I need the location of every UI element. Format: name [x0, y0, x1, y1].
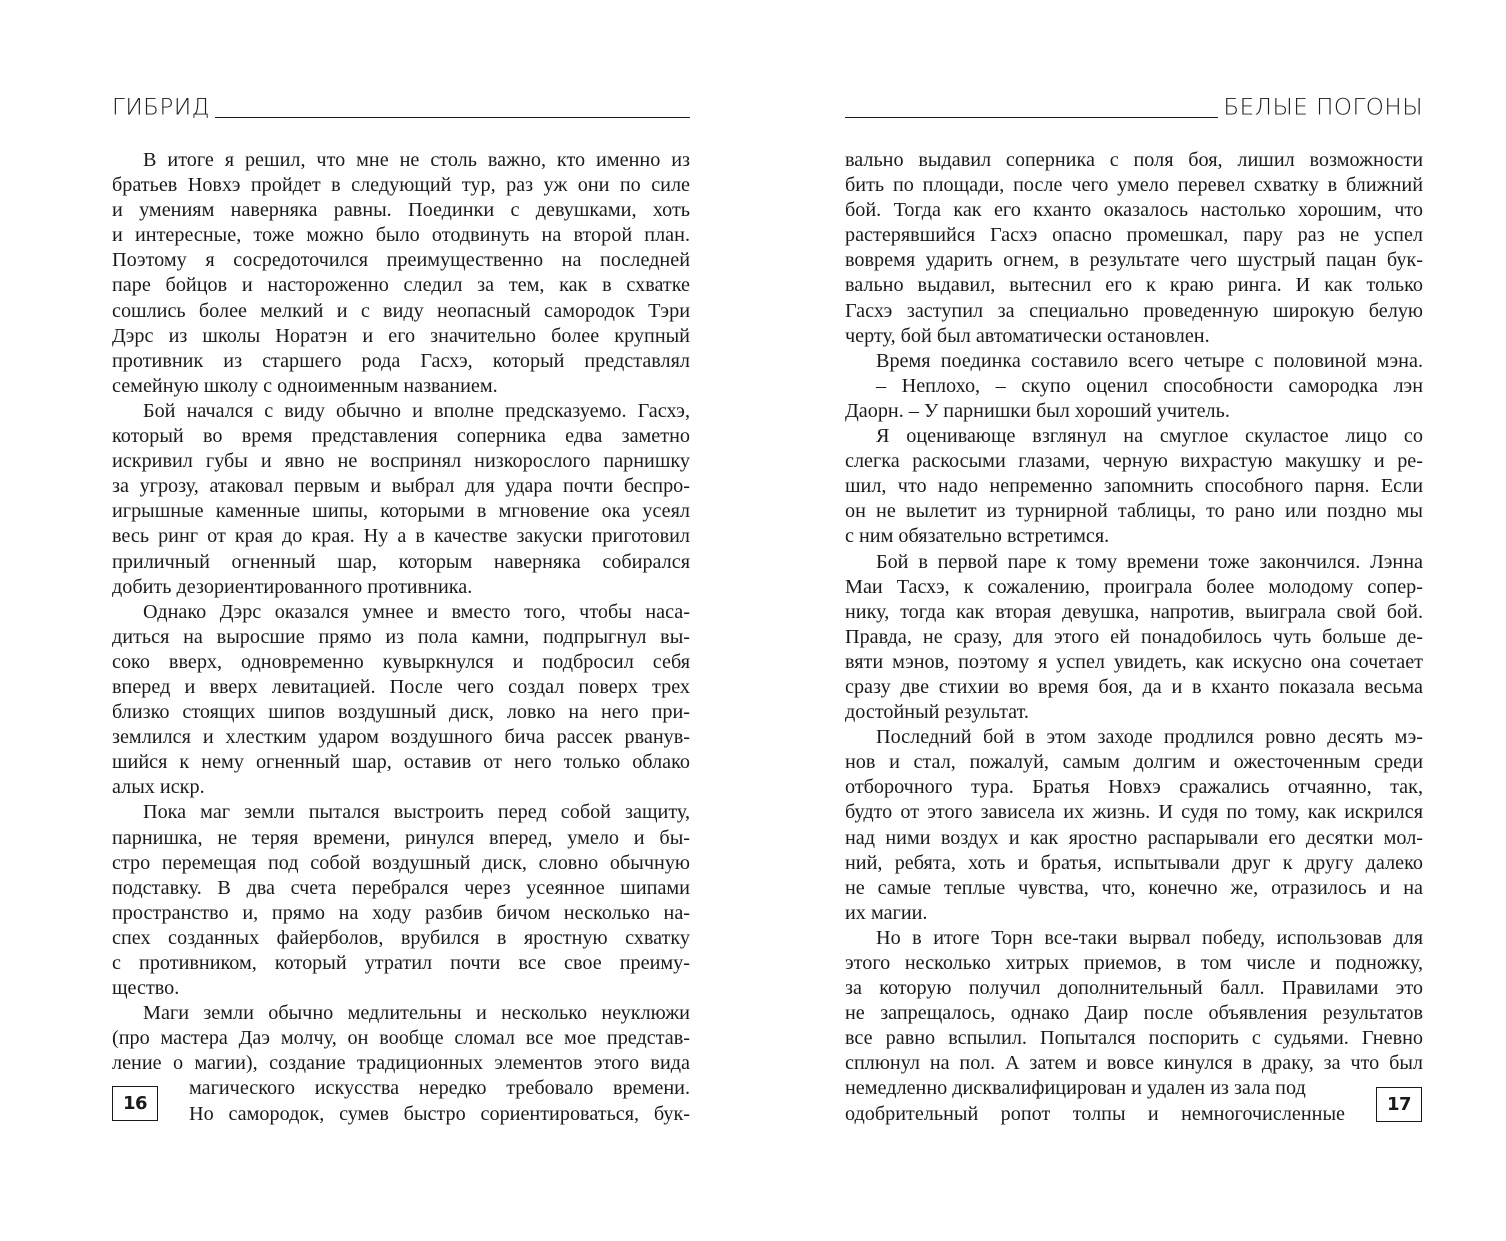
- text-line: (про мастера Даэ молчу, он вообще сломал все мое представ-: [112, 1027, 690, 1050]
- body-text-left: [112, 148, 690, 1127]
- text-line: и интересные, тоже можно было отодвинуть на второй план.: [112, 224, 690, 247]
- text-line: нику, тогда как вторая девушка, напротив, выиграла свой бой.: [845, 600, 1423, 623]
- text-line: братьев Новхэ пройдет в следующий тур, раз уж они по силе: [112, 174, 690, 197]
- text-line: Время поединка составило всего четыре с половиной мэна.: [876, 349, 1423, 372]
- text-line: вально выдавил, вытеснил его к краю ринга. И как только: [845, 274, 1423, 297]
- text-line: и умениям наверняка равны. Поединки с девушками, хоть: [112, 199, 690, 222]
- text-line: слегка раскосыми глазами, черную вихрастую макушку и ре-: [845, 450, 1423, 473]
- text-line: сразу две стихии во время боя, да и в кханто показала весьма: [845, 675, 1423, 698]
- text-line: одобрительный ропот толпы и немногочисленные: [845, 1102, 1345, 1125]
- text-line: пространство и, прямо на ходу разбив бичом несколько на-: [112, 901, 690, 924]
- text-line: диться на выросшие прямо из пола камни, подпрыгнул вы-: [112, 625, 690, 648]
- text-line: их магии.: [845, 901, 928, 924]
- text-line: над ними воздух и как яростно распарывали его десятки мол-: [845, 826, 1423, 849]
- text-line: соко вверх, одновременно кувыркнулся и подбросил себя: [112, 650, 690, 673]
- text-line: с противником, который утратил почти все свое преиму-: [112, 952, 690, 974]
- text-line: щество.: [112, 977, 180, 1000]
- text-line: сошлись более мелкий и с виду неопасный самородок Тэри: [112, 299, 690, 322]
- text-line: искривил губы и явно не воспринял низкорослого парнишку: [112, 450, 690, 473]
- text-line: Но самородок, сумев быстро сориентироваться, бук-: [189, 1102, 690, 1125]
- text-line: Даорн. – У парнишки был хороший учитель.: [845, 399, 1230, 422]
- text-line: нов и стал, пожалуй, самым долгим и ожесточенным среди: [845, 751, 1423, 774]
- text-line: все равно вспылил. Попытался поспорить с судьями. Гневно: [845, 1027, 1423, 1050]
- text-line: В итоге я решил, что мне не столь важно, кто именно из: [143, 149, 690, 171]
- page-number-right: 17: [1376, 1087, 1422, 1122]
- text-line: магического искусства нередко требовало времени.: [189, 1077, 690, 1100]
- text-line: Я оценивающе взглянул на смуглое скуластое лицо со: [876, 425, 1423, 448]
- text-line: Бой начался с виду обычно и вполне предсказуемо. Гасхэ,: [143, 399, 690, 422]
- text-line: ление о магии), создание традиционных элементов этого вида: [112, 1052, 690, 1075]
- header-rule: [845, 117, 1218, 118]
- text-line: шийся к нему огненный шар, оставив от него только облако: [112, 751, 690, 774]
- text-line: Последний бой в этом заходе продлился ровно десять мэ-: [876, 726, 1423, 749]
- text-line: землился и хлестким ударом воздушного бича рассек рванув-: [112, 726, 690, 749]
- text-line: который во время представления соперника едва заметно: [112, 425, 690, 448]
- text-line: черту, бой был автоматически остановлен.: [845, 324, 1210, 347]
- text-line: приличный огненный шар, которым наверняка собирался: [112, 550, 690, 573]
- text-line: – Неплохо, – скупо оценил способности самородка лэн: [876, 374, 1423, 397]
- header-rule: [215, 117, 690, 118]
- text-line: Но в итоге Торн все-таки вырвал победу, использовав для: [876, 926, 1423, 949]
- text-line: он не вылетит из турнирной таблицы, то рано или поздно мы: [845, 500, 1423, 523]
- text-line: Правда, не сразу, для этого ей понадобилось чуть больше де-: [845, 625, 1423, 648]
- text-line: сплюнул на пол. А затем и вовсе кинулся в драку, за что был: [845, 1052, 1423, 1075]
- text-line: не запрещалось, однако Даир после объявления результатов: [845, 1002, 1423, 1025]
- text-line: отборочного тура. Братья Новхэ сражались отчаянно, так,: [845, 776, 1423, 799]
- running-head-left: [112, 94, 690, 120]
- book-title: ГИБРИД: [112, 95, 211, 121]
- text-line: близко стоящих шипов воздушный диск, ловко на него при-: [112, 701, 690, 724]
- text-line: бить по площади, после чего умело перевел схватку в ближний: [845, 174, 1423, 197]
- text-line: не самые теплые чувства, что, конечно же, отразилось и на: [845, 876, 1423, 899]
- text-line: немедленно дисквалифицирован и удален из зала под: [845, 1077, 1306, 1100]
- text-line: вперед и вверх левитацией. После чего создал поверх трех: [112, 675, 690, 698]
- right-page: [845, 0, 1423, 1241]
- text-line: вально выдавил соперника с поля боя, лишил возможности: [845, 149, 1423, 171]
- text-line: с ним обязательно встретимся.: [845, 525, 1110, 548]
- text-line: Однако Дэрс оказался умнее и вместо того, чтобы наса-: [143, 600, 690, 623]
- text-line: Гасхэ заступил за специально проведенную широкую белую: [845, 299, 1423, 322]
- running-head-right: [845, 94, 1423, 120]
- text-line: противник из старшего рода Гасхэ, который представлял: [112, 349, 690, 372]
- text-line: вяти мэнов, поэтому я успел увидеть, как искусно она сочетает: [845, 650, 1423, 673]
- text-line: Пока маг земли пытался выстроить перед собой защиту,: [143, 801, 690, 824]
- text-line: бой. Тогда как его кханто оказалось настолько хорошим, что: [845, 199, 1423, 222]
- text-line: ний, ребята, хоть и братья, испытывали друг к другу далеко: [845, 851, 1423, 874]
- text-line: достойный результат.: [845, 701, 1029, 724]
- chapter-title: БЕЛЫЕ ПОГОНЫ: [1223, 95, 1423, 121]
- text-line: вовремя ударить огнем, в результате чего шустрый пацан бук-: [845, 249, 1423, 272]
- text-line: Маи Тасхэ, к сожалению, проиграла более молодому сопер-: [845, 575, 1423, 598]
- body-text-right: [845, 148, 1423, 1127]
- text-line: Маги земли обычно медлительны и несколько неуклюжи: [143, 1002, 690, 1025]
- text-line: будто от этого зависела их жизнь. И судя по тому, как искрился: [845, 801, 1423, 824]
- text-line: спех созданных файерболов, врубился в яростную схватку: [112, 926, 690, 949]
- text-line: семейную школу с одноименным названием.: [112, 374, 498, 397]
- text-line: этого несколько хитрых приемов, в том числе и подножку,: [845, 952, 1423, 974]
- text-line: за угрозу, атаковал первым и выбрал для удара почти беспро-: [112, 475, 690, 498]
- text-line: Поэтому я сосредоточился преимущественно на последней: [112, 249, 690, 272]
- text-line: игрышные каменные шипы, которыми в мгновение ока усеял: [112, 500, 690, 523]
- text-line: Дэрс из школы Норатэн и его значительно более крупный: [112, 324, 690, 347]
- text-line: подставку. В два счета перебрался через усеянное шипами: [112, 876, 690, 899]
- page-number-left: 16: [112, 1086, 158, 1121]
- left-page: [112, 0, 690, 1241]
- text-line: стро перемещая под собой воздушный диск, словно обычную: [112, 851, 690, 874]
- text-line: добить дезориентированного противника.: [112, 575, 473, 598]
- text-line: Бой в первой паре к тому времени тоже закончился. Лэнна: [876, 550, 1423, 573]
- text-line: алых искр.: [112, 776, 205, 799]
- text-line: паре бойцов и настороженно следил за тем, как в схватке: [112, 274, 690, 297]
- text-line: шил, что надо непременно запомнить способного парня. Если: [845, 475, 1423, 498]
- text-line: за которую получил дополнительный балл. Правилами это: [845, 977, 1423, 1000]
- text-line: весь ринг от края до края. Ну а в качестве закуски приготовил: [112, 525, 690, 548]
- text-line: парнишка, не теряя времени, ринулся вперед, умело и бы-: [112, 826, 690, 849]
- text-line: растерявшийся Гасхэ опасно промешкал, пару раз не успел: [845, 224, 1423, 247]
